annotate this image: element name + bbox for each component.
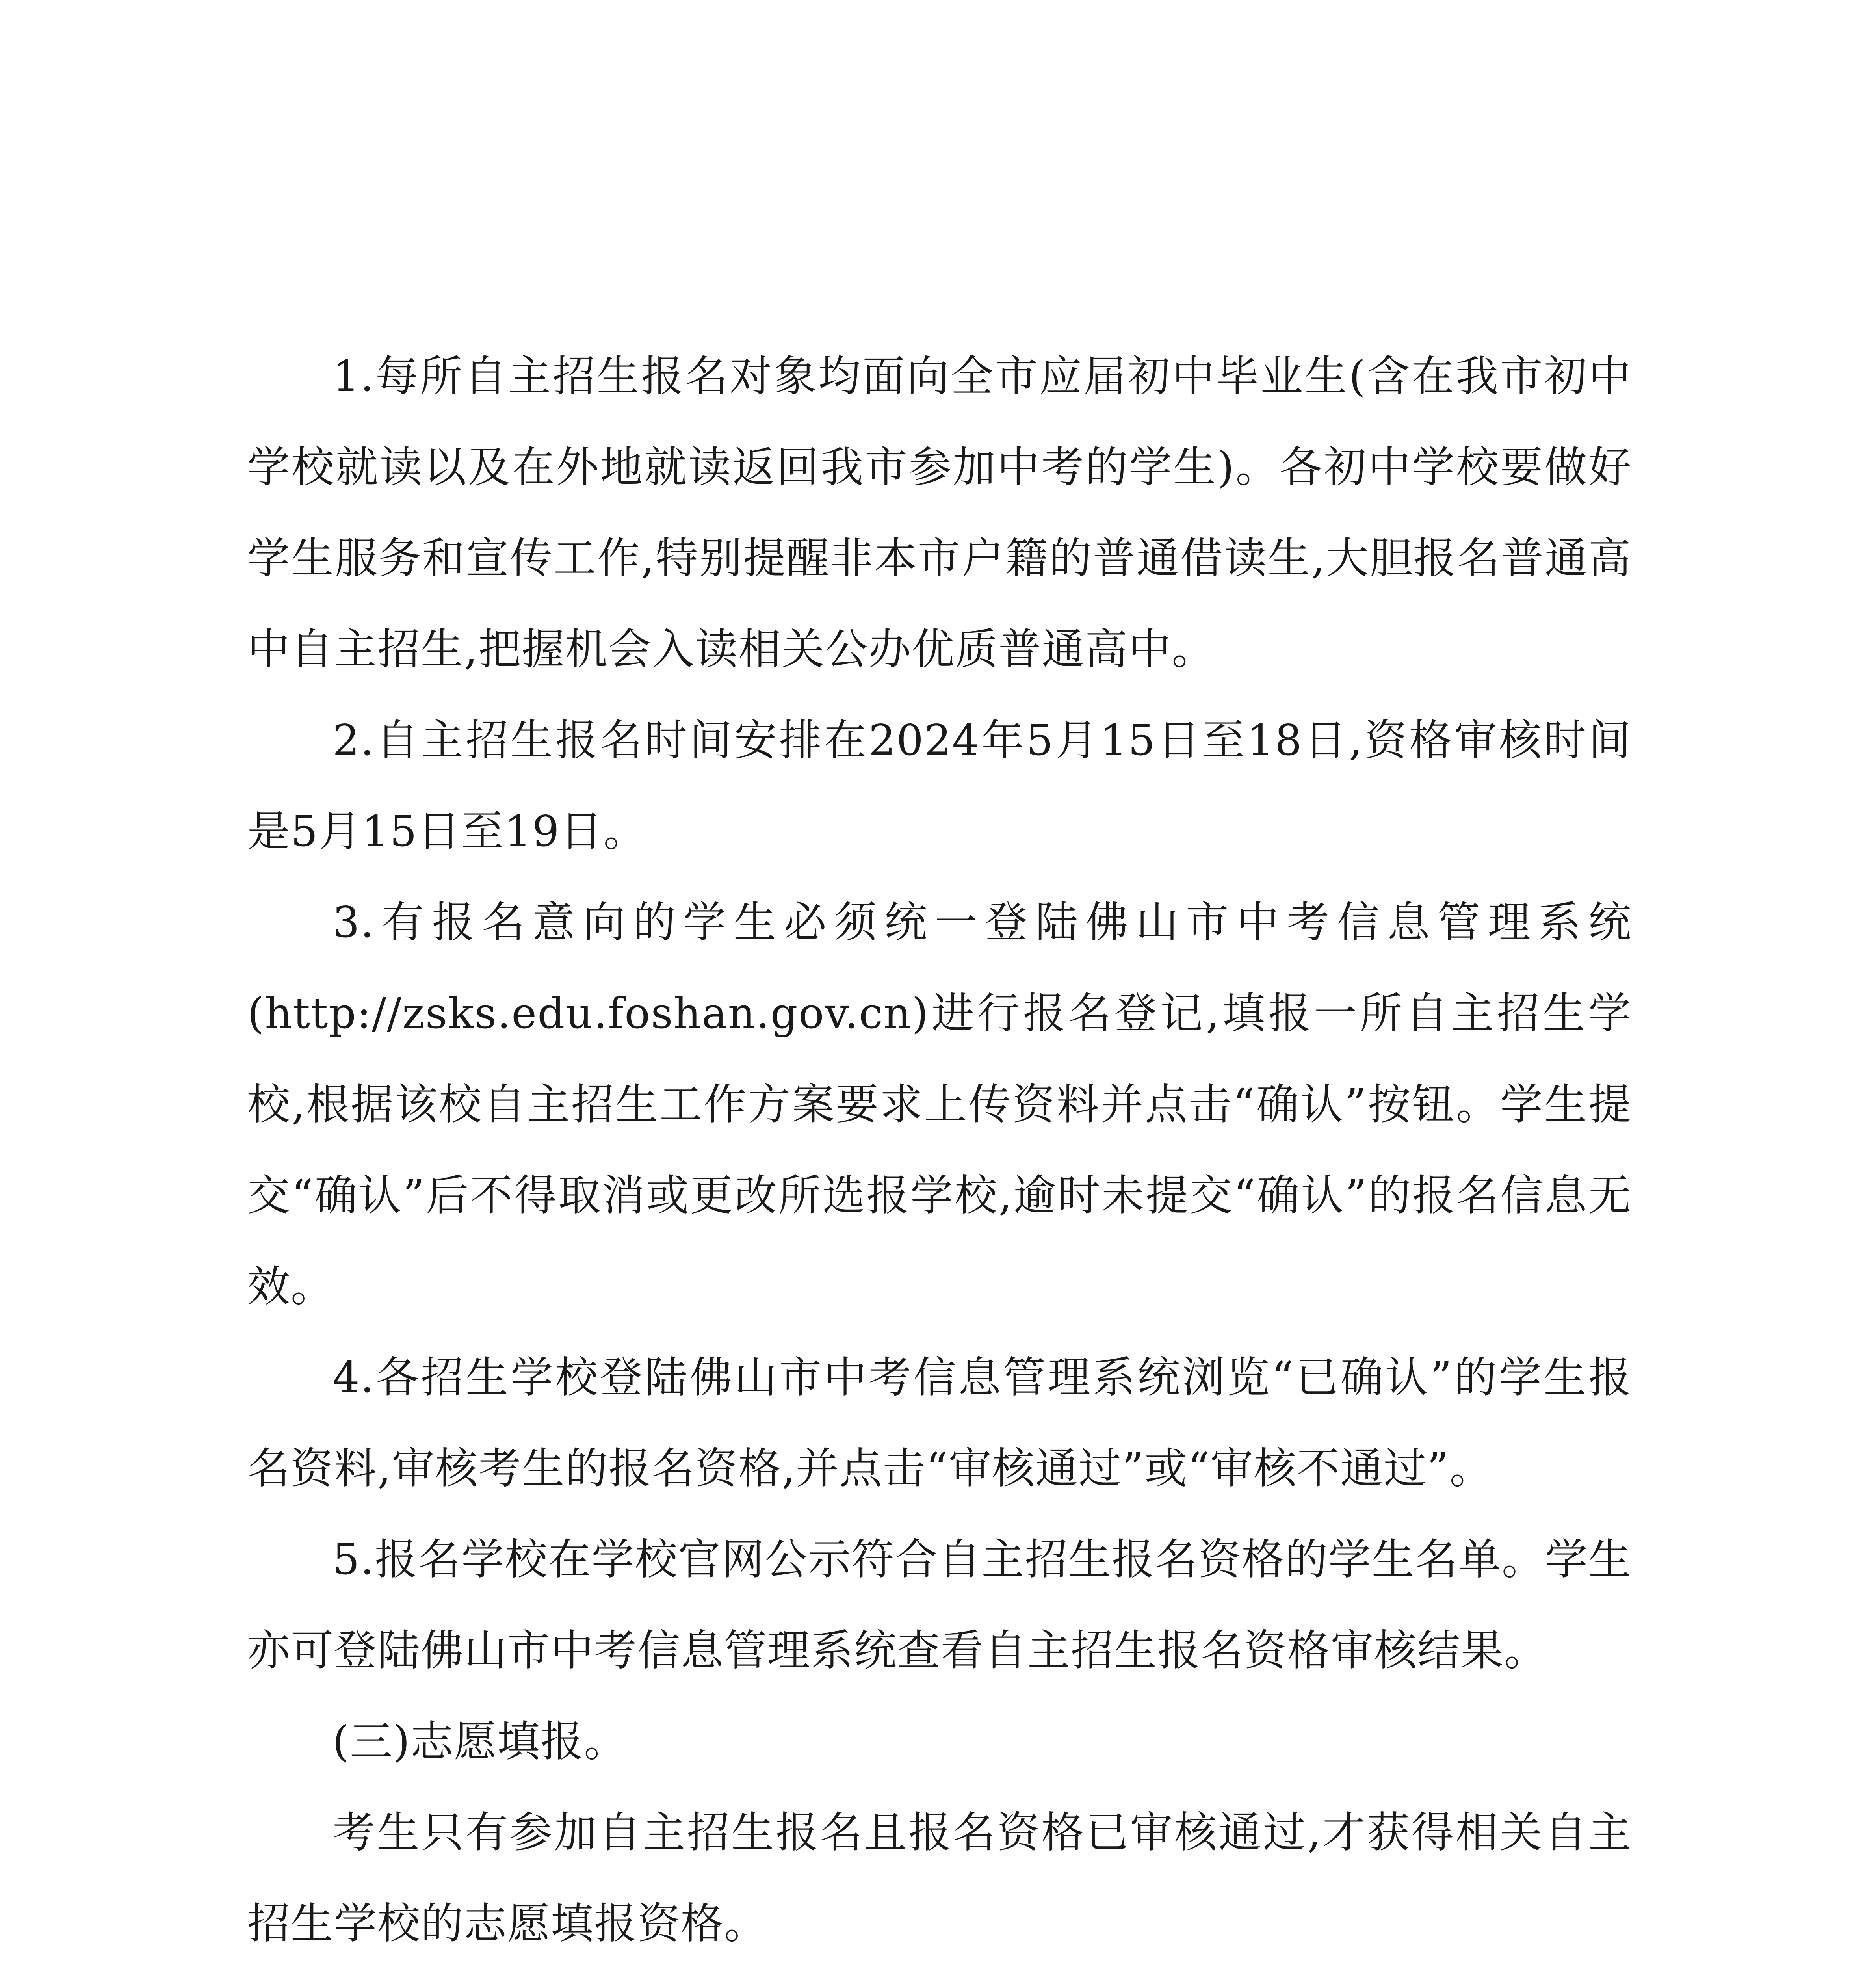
paragraph-item-2: 2.自主招生报名时间安排在2024年5月15日至18日,资格审核时间是5月15日至19日。 xyxy=(247,716,1632,856)
paragraph-item-1: 1.每所自主招生报名对象均面向全市应届初中毕业生(含在我市初中学校就读以及在外地就读返回我市参加中考的学生)。各初中学校要做好学生服务和宣传工作,特别提醒非本市户籍的普通借读生,大胆报名普通高中自主招生,把握机会入读相关公办优质普通高中。 xyxy=(247,352,1632,674)
paragraph-item-4: 4.各招生学校登陆佛山市中考信息管理系统浏览“已确认”的学生报名资料,审核考生的报名资格,并点击“审核通过”或“审核不通过”。 xyxy=(247,1353,1632,1493)
paragraph-item-3: 3.有报名意向的学生必须统一登陆佛山市中考信息管理系统(http://zsks.edu.foshan.gov.cn)进行报名登记,填报一所自主招生学校,根据该校自主招生工作方案要求上传资料并点击“确认”按钮。学生提交“确认”后不得取消或更改所选报学校,逾时未提交“确认”的报名信息无效。 xyxy=(247,898,1632,1311)
paragraph-item-5: 5.报名学校在学校官网公示符合自主招生报名资格的学生名单。学生亦可登陆佛山市中考信息管理系统查看自主招生报名资格审核结果。 xyxy=(247,1535,1632,1675)
section-heading: (三)志愿填报。 xyxy=(332,1717,628,1766)
body-text xyxy=(247,331,1632,1970)
paragraph-eligibility: 考生只有参加自主招生报名且报名资格已审核通过,才获得相关自主招生学校的志愿填报资格。 xyxy=(247,1808,1632,1948)
